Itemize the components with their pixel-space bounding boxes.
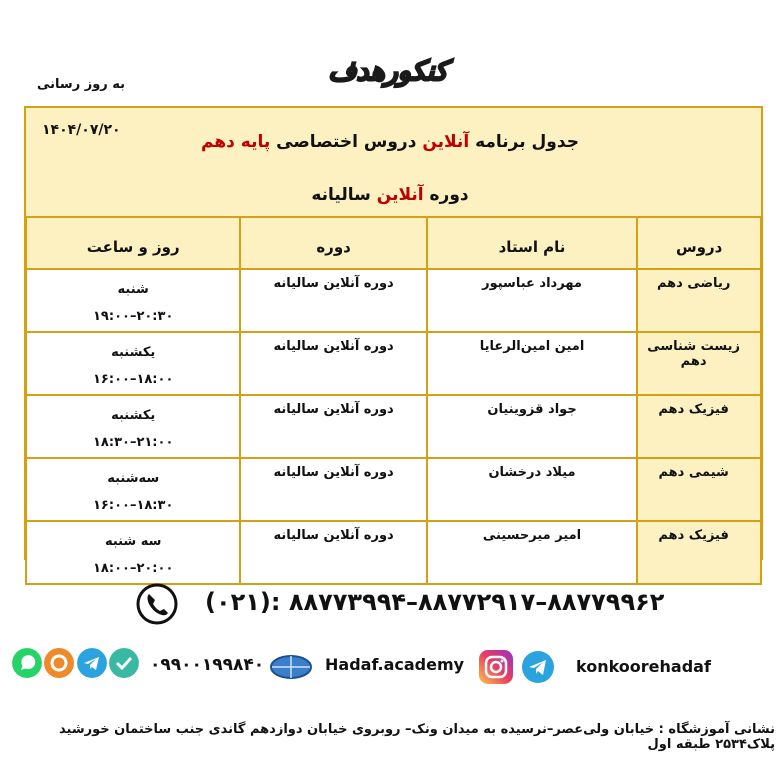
logo-text: کنکورهدف — [328, 56, 448, 87]
day-time-cell — [26, 395, 240, 458]
lesson-cell: فیزیک دهم — [637, 395, 761, 458]
day-label: سه‌شنبه — [107, 471, 160, 486]
social-handle[interactable]: konkoorehadaf — [576, 657, 711, 676]
teacher-cell: جواد قزوینیان — [427, 395, 637, 458]
title-part2: دروس اختصاصی — [270, 132, 423, 152]
day-label: شنبه — [117, 282, 149, 297]
teacher-cell: امین امین‌الرعایا — [427, 332, 637, 395]
title-highlight-grade: پایه دهم — [201, 132, 271, 152]
lesson-cell: زیست شناسی دهم — [637, 332, 761, 395]
course-cell: دوره آنلاین سالیانه — [240, 458, 426, 521]
lesson-cell: فیزیک دهم — [637, 521, 761, 584]
time-label: ۱۸:۳۰–۱۶:۰۰ — [93, 498, 174, 513]
lesson-cell: شیمی دهم — [637, 458, 761, 521]
table-row — [26, 269, 761, 332]
table-row — [26, 332, 761, 395]
day-label: یکشنبه — [111, 345, 156, 360]
column-header-course: دوره — [240, 217, 426, 269]
course-cell: دوره آنلاین سالیانه — [240, 395, 426, 458]
teacher-cell: میلاد درخشان — [427, 458, 637, 521]
time-label: ۲۱:۰۰–۱۸:۳۰ — [93, 435, 174, 450]
time-label: ۲۰:۰۰–۱۸:۰۰ — [93, 561, 174, 576]
table-row — [26, 395, 761, 458]
telegram-icon[interactable] — [521, 650, 555, 684]
address-text: نشانی آموزشگاه : خیابان ولی‌عصر–نرسیده به میدان ونک– روبروی خیابان دوازدهم گاندی جنب ساختمان خورشید پلاک۲۵۳۴ طبقه اول — [59, 722, 775, 752]
day-time-cell — [26, 269, 240, 332]
column-header-lesson: دروس — [637, 217, 761, 269]
table-row — [26, 521, 761, 584]
globe-icon — [270, 654, 312, 680]
table-row — [26, 458, 761, 521]
time-label: ۲۰:۳۰–۱۹:۰۰ — [93, 309, 174, 324]
subtitle-highlight: آنلاین — [376, 185, 424, 205]
page-subtitle — [0, 185, 780, 205]
day-time-cell — [26, 521, 240, 584]
phone-numbers: (۰۲۱): ۸۸۷۷۳۹۹۴–۸۸۷۷۲۹۱۷–۸۸۷۷۹۹۶۲ — [205, 588, 665, 616]
course-cell: دوره آنلاین سالیانه — [240, 521, 426, 584]
column-header-teacher: نام استاد — [427, 217, 637, 269]
day-time-cell — [26, 458, 240, 521]
page-title — [180, 132, 600, 152]
bale-icon[interactable] — [109, 648, 139, 678]
day-label: یکشنبه — [111, 408, 156, 423]
mobile-number: ۰۹۹۰۰۱۹۹۸۴۰ — [150, 655, 265, 675]
phone-icon — [135, 582, 179, 626]
course-cell: دوره آنلاین سالیانه — [240, 269, 426, 332]
schedule-table — [25, 216, 762, 585]
telegram-icon[interactable] — [77, 648, 107, 678]
eitaa-icon[interactable] — [44, 648, 74, 678]
brand-logo — [318, 56, 458, 98]
course-cell: دوره آنلاین سالیانه — [240, 332, 426, 395]
table-header-row — [26, 217, 761, 269]
subtitle-part1: دوره — [423, 185, 469, 205]
column-header-day-time: روز و ساعت — [26, 217, 240, 269]
title-highlight-online: آنلاین — [422, 132, 470, 152]
lesson-cell: ریاضی دهم — [637, 269, 761, 332]
whatsapp-icon[interactable] — [12, 648, 42, 678]
teacher-cell: امیر میرحسینی — [427, 521, 637, 584]
time-label: ۱۸:۰۰–۱۶:۰۰ — [93, 372, 174, 387]
teacher-cell: مهرداد عباسپور — [427, 269, 637, 332]
day-label: سه شنبه — [104, 534, 162, 549]
website-link[interactable]: Hadaf.academy — [325, 655, 465, 674]
instagram-icon[interactable] — [479, 650, 513, 684]
title-part1: جدول برنامه — [469, 132, 579, 152]
day-time-cell — [26, 332, 240, 395]
date-label: ۱۴۰۴/۰۷/۲۰ — [42, 122, 121, 138]
update-note: به روز رسانی — [37, 77, 126, 92]
subtitle-part2: سالیانه — [311, 185, 377, 205]
